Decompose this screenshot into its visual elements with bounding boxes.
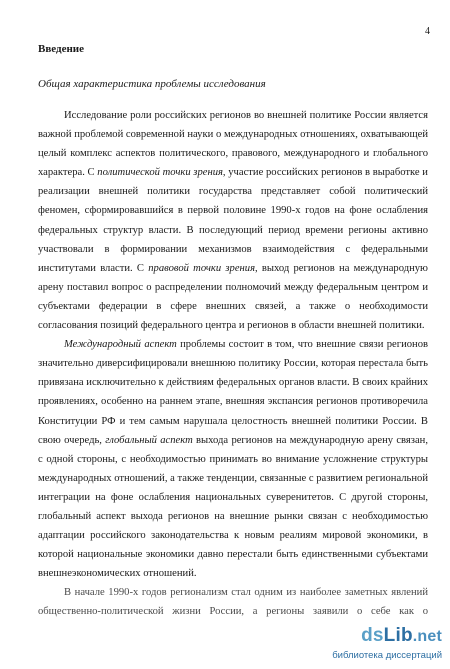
- document-body: [38, 106, 428, 623]
- paragraph-2-emphasis-1: Международный аспект: [64, 339, 177, 351]
- paragraph-3: [38, 583, 428, 623]
- section-heading: Введение: [38, 43, 85, 55]
- logo-ds: ds: [361, 625, 384, 646]
- paragraph-2-text-2: выхода регионов на международную арену связан, с одной стороны, с необходимостью принимать во внимание усложнение структуры международных отношений, а также тенденции, связанные с развитием региональной интеграции на фоне ослабления национальных суверенитетов. С другой стороны, глобальный аспект выхода регионов на внешние рынки связан с необходимостью адаптации российского законодательства к новым реалиям мировой экономики, в которой национальные экономики давно перестали быть единственными субъектами внешнеэкономических отношений.: [38, 434, 428, 580]
- dslib-logo: [361, 625, 442, 647]
- section-subheading: Общая характеристика проблемы исследования: [38, 78, 266, 90]
- paragraph-2: [38, 335, 428, 583]
- logo-lib: Lib: [383, 625, 413, 646]
- watermark-caption: библиотека диссертаций: [332, 650, 442, 661]
- paragraph-1-text-3: , выход регионов на международную арену поставил вопрос о распределении полномочий между федеральным центром и субъектами федерации в сфере внешних связей, а также о необходимости согласования позиций федерального центра и регионов в области внешней политики.: [38, 262, 428, 332]
- paragraph-1-text-2: , участие российских регионов в выработке и реализации внешней политики государства представляет собой политический феномен, сформировавшийся в первой половине 1990-х годов на фоне ослабления федеральных структур власти. В последующий период времени регионы активно участвовали в формировании механизмов взаимодействия с федеральными институтами власти. С: [38, 167, 428, 274]
- paragraph-1-emphasis-1: политической точки зрения: [97, 167, 223, 179]
- dslib-watermark: [324, 625, 442, 661]
- paragraph-1-text-1: Исследование роли российских регионов во внешней политике России является важной проблемой современной науки о международных отношениях, охватывающей целый комплекс аспектов политического, правового, международного и глобального характера. С: [38, 110, 428, 179]
- paragraph-1-emphasis-2: правовой точки зрения: [148, 262, 255, 274]
- paragraph-2-text-1: проблемы состоит в том, что внешние связи регионов значительно диверсифицировали внешнюю политику России, которая перестала быть привязана исключительно к действиям федеральных органов власти. В своих крайних проявлениях, особенно на раннем этапе, внешняя экспансия регионов противоречила Конституции РФ и тем самым нарушала целостность внешней политики России. В свою очередь,: [38, 339, 429, 446]
- paragraph-3-text-1: В начале 1990-х годов регионализм стал одним из наиболее заметных явлений общественно-политической жизни России, а регионы заявили о себе как о: [38, 587, 428, 618]
- logo-net: .net: [412, 628, 442, 645]
- paragraph-2-emphasis-2: глобальный аспект: [105, 434, 193, 446]
- paragraph-1: [38, 106, 428, 335]
- page-number: 4: [425, 26, 430, 37]
